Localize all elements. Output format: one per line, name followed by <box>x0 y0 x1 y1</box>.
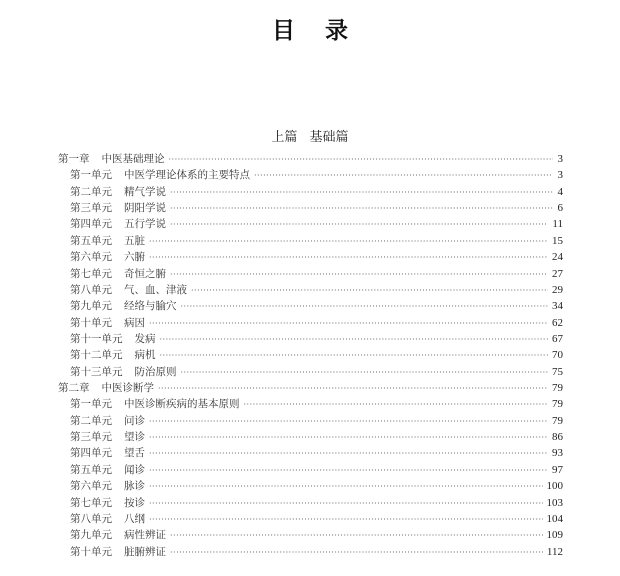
entry-title: 奇恒之腑 <box>124 267 166 280</box>
entry-page-number: 104 <box>546 512 563 525</box>
dot-leader <box>254 168 553 184</box>
entry-page-number: 79 <box>552 382 563 395</box>
dot-leader <box>170 217 548 233</box>
entry-page-number: 70 <box>552 349 563 362</box>
toc-unit-entry[interactable] <box>58 511 563 527</box>
toc-unit-entry[interactable] <box>58 216 563 232</box>
entry-number: 第四单元 <box>70 218 112 231</box>
toc-unit-entry[interactable] <box>58 396 563 412</box>
entry-number: 第十单元 <box>70 545 112 558</box>
dot-leader <box>149 512 543 528</box>
toc-unit-entry[interactable] <box>58 249 563 265</box>
toc-unit-entry[interactable] <box>58 298 563 314</box>
title-char-2: 录 <box>325 17 378 44</box>
toc-unit-entry[interactable] <box>58 347 563 363</box>
dot-leader <box>170 185 553 201</box>
entry-title: 按诊 <box>124 496 145 509</box>
entry-title: 脉诊 <box>124 480 145 493</box>
toc-unit-entry[interactable] <box>58 364 563 380</box>
entry-number: 第十三单元 <box>70 365 123 378</box>
entry-number: 第六单元 <box>70 480 112 493</box>
dot-leader <box>149 234 548 250</box>
entry-page-number: 62 <box>552 316 563 329</box>
entry-title: 闻诊 <box>124 463 145 476</box>
dot-leader <box>149 316 548 332</box>
dot-leader <box>149 479 543 495</box>
entry-number: 第六单元 <box>70 251 112 264</box>
dot-leader <box>149 496 543 512</box>
entry-page-number: 6 <box>557 202 563 215</box>
entry-number: 第十单元 <box>70 316 112 329</box>
dot-leader <box>170 201 553 217</box>
dot-leader <box>170 528 543 544</box>
entry-number: 第四单元 <box>70 447 112 460</box>
entry-number: 第十一单元 <box>70 332 123 345</box>
entry-number: 第一单元 <box>70 398 112 411</box>
entry-number: 第五单元 <box>70 463 112 476</box>
dot-leader <box>170 545 543 561</box>
dot-leader <box>149 446 548 462</box>
entry-page-number: 27 <box>552 267 563 280</box>
entry-number: 第十二单元 <box>70 349 123 362</box>
entry-title: 五行学说 <box>124 218 166 231</box>
entry-title: 望诊 <box>124 431 145 444</box>
toc-unit-entry[interactable] <box>58 478 563 494</box>
entry-number: 第一单元 <box>70 169 112 182</box>
dot-leader <box>191 283 548 299</box>
entry-title: 精气学说 <box>124 185 166 198</box>
entry-title: 防治原则 <box>134 365 177 378</box>
entry-title: 病性辨证 <box>124 529 166 542</box>
entry-title: 脏腑辨证 <box>124 545 166 558</box>
entry-number: 第五单元 <box>70 234 112 247</box>
dot-leader <box>149 463 548 479</box>
toc-unit-entry[interactable] <box>58 315 563 331</box>
entry-number: 第九单元 <box>70 529 112 542</box>
entry-page-number: 3 <box>557 153 563 165</box>
entry-title: 问诊 <box>124 414 145 427</box>
entry-title: 望舌 <box>124 447 145 460</box>
entry-page-number: 79 <box>552 414 563 427</box>
toc-unit-entry[interactable] <box>58 462 563 478</box>
entry-number: 第二单元 <box>70 414 112 427</box>
entry-page-number: 75 <box>552 365 563 378</box>
toc-unit-entry[interactable] <box>58 184 563 200</box>
entry-title: 气、血、津液 <box>124 283 187 296</box>
table-of-contents <box>58 151 563 560</box>
entry-number: 第七单元 <box>70 267 112 280</box>
entry-page-number: 15 <box>552 234 563 247</box>
entry-page-number: 11 <box>552 218 563 231</box>
entry-number: 第三单元 <box>70 202 112 215</box>
entry-title: 病机 <box>134 349 156 362</box>
toc-unit-entry[interactable] <box>58 200 563 216</box>
entry-title: 五脏 <box>124 234 145 247</box>
entry-title: 八纲 <box>124 512 145 525</box>
entry-page-number: 24 <box>552 251 563 264</box>
entry-page-number: 93 <box>552 447 563 460</box>
entry-number: 第八单元 <box>70 283 112 296</box>
entry-number: 第七单元 <box>70 496 112 509</box>
entry-page-number: 3 <box>557 169 563 182</box>
toc-unit-entry[interactable] <box>58 527 563 543</box>
toc-unit-entry[interactable] <box>58 167 563 183</box>
dot-leader <box>181 299 549 315</box>
dot-leader <box>181 365 549 381</box>
toc-unit-entry[interactable] <box>58 233 563 249</box>
entry-page-number: 34 <box>552 300 563 313</box>
entry-page-number: 67 <box>552 332 563 345</box>
entry-title: 中医基础理论 <box>101 153 165 165</box>
toc-unit-entry[interactable] <box>58 495 563 511</box>
entry-number: 第二章 <box>58 382 90 395</box>
entry-page-number: 97 <box>552 463 563 476</box>
title-char-1: 目 <box>272 17 325 44</box>
entry-page-number: 103 <box>546 496 563 509</box>
toc-chapter-entry[interactable] <box>58 151 563 167</box>
dot-leader <box>158 381 548 397</box>
entry-number: 第一章 <box>58 153 90 165</box>
entry-page-number: 109 <box>546 529 563 542</box>
dot-leader <box>149 414 548 430</box>
toc-unit-entry[interactable] <box>58 445 563 461</box>
entry-title: 中医诊断学 <box>101 382 154 395</box>
entry-title: 六腑 <box>124 251 145 264</box>
toc-unit-entry[interactable] <box>58 544 563 560</box>
section-heading: 上篇 基础篇 <box>271 130 349 145</box>
toc-unit-entry[interactable] <box>58 266 563 282</box>
entry-page-number: 86 <box>552 431 563 444</box>
entry-page-number: 4 <box>557 185 563 198</box>
entry-page-number: 100 <box>546 480 563 493</box>
toc-unit-entry[interactable] <box>58 331 563 347</box>
entry-number: 第九单元 <box>70 300 112 313</box>
dot-leader <box>149 250 548 266</box>
dot-leader <box>169 152 554 168</box>
entry-page-number: 79 <box>552 398 563 411</box>
toc-unit-entry[interactable] <box>58 282 563 298</box>
entry-number: 第二单元 <box>70 185 112 198</box>
entry-page-number: 29 <box>552 283 563 296</box>
entry-number: 第八单元 <box>70 512 112 525</box>
dot-leader <box>244 397 549 413</box>
dot-leader <box>149 430 548 446</box>
entry-title: 病因 <box>124 316 145 329</box>
page-title <box>0 12 620 45</box>
entry-page-number: 112 <box>546 545 563 558</box>
entry-title: 阴阳学说 <box>124 202 166 215</box>
entry-title: 发病 <box>134 332 156 345</box>
entry-number: 第三单元 <box>70 431 112 444</box>
entry-title: 中医诊断疾病的基本原则 <box>124 398 240 411</box>
toc-chapter-entry[interactable] <box>58 380 563 396</box>
dot-leader <box>170 267 548 283</box>
entry-title: 经络与腧穴 <box>124 300 177 313</box>
dot-leader <box>160 348 549 364</box>
toc-unit-entry[interactable] <box>58 413 563 429</box>
entry-title: 中医学理论体系的主要特点 <box>124 169 250 182</box>
toc-unit-entry[interactable] <box>58 429 563 445</box>
dot-leader <box>160 332 549 348</box>
